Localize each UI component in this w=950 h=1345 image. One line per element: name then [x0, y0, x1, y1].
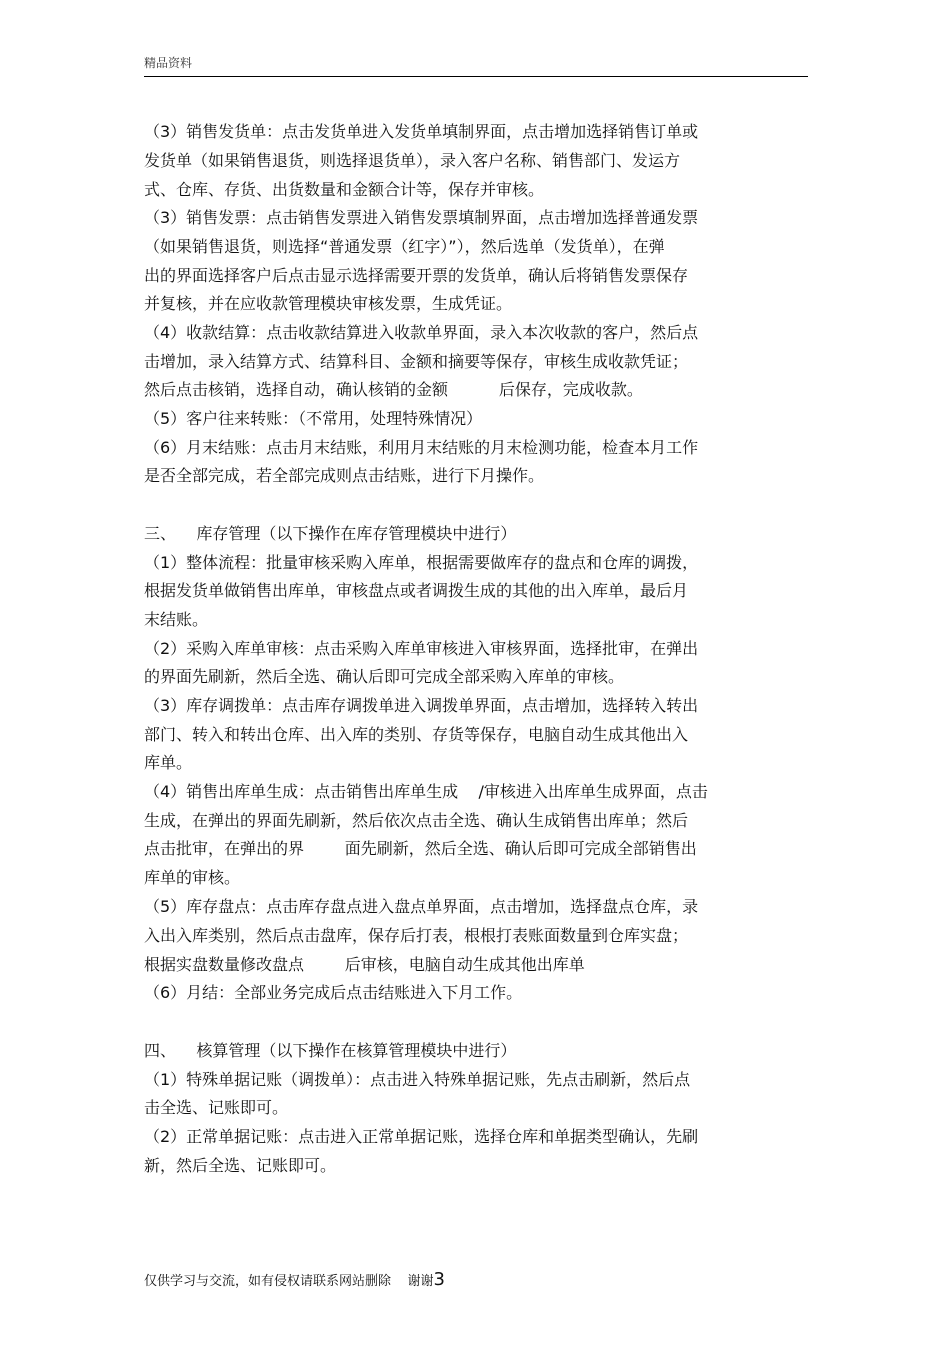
text-line: 出的界面选择客户后点击显示选择需要开票的发货单，确认后将销售发票保存 [144, 266, 689, 285]
page-number: 3 [433, 1269, 445, 1290]
page-footer [144, 1270, 445, 1292]
text-line: 点击批审，在弹出的界 面先刷新，然后全选、确认后即可完成全部销售出 [144, 839, 697, 858]
text-line: 击增加，录入结算方式、结算科目、金额和摘要等保存，审核生成收款凭证； [144, 352, 689, 371]
text-line: 并复核，并在应收款管理模块审核发票，生成凭证。 [144, 294, 513, 313]
text-line: （3）库存调拨单：点击库存调拨单进入调拨单界面，点击增加，选择转入转出 [144, 696, 699, 715]
text-line: 新，然后全选、记账即可。 [144, 1156, 337, 1175]
text-line: 然后点击核销，选择自动，确认核销的金额 后保存，完成收款。 [144, 380, 643, 399]
text-line: （1）特殊单据记账（调拨单）：点击进入特殊单据记账，先点击刷新，然后点 [144, 1070, 691, 1089]
text-line: （2）正常单据记账：点击进入正常单据记账，选择仓库和单据类型确认，先刷 [144, 1127, 699, 1146]
text-line: 部门、转入和转出仓库、出入库的类别、存货等保存，电脑自动生成其他出入 [144, 725, 689, 744]
text-line: 末结账。 [144, 610, 209, 629]
text-line: 的界面先刷新，然后全选、确认后即可完成全部采购入库单的审核。 [144, 667, 625, 686]
text-line: 库单的审核。 [144, 868, 241, 887]
text-line: （4）销售出库单生成：点击销售出库单生成 /审核进入出库单生成界面，点击 [144, 782, 708, 801]
text-line: 三、 库存管理（以下操作在库存管理模块中进行） [144, 524, 517, 543]
text-line: （6）月末结账：点击月末结账，利用月末结账的月末检测功能，检查本月工作 [144, 438, 699, 457]
text-line: 是否全部完成，若全部完成则点击结账，进行下月操作。 [144, 466, 545, 485]
text-line: 库单。 [144, 753, 193, 772]
text-line: 根据发货单做销售出库单，审核盘点或者调拨生成的其他的出入库单，最后月 [144, 581, 689, 600]
text-line: 根据实盘数量修改盘点 后审核，电脑自动生成其他出库单 [144, 955, 585, 974]
text-line: 发货单（如果销售退货，则选择退货单），录入客户名称、销售部门、发运方 [144, 151, 681, 170]
text-line: 生成，在弹出的界面先刷新，然后依次点击全选、确认生成销售出库单；然后 [144, 811, 689, 830]
text-line: （2）采购入库单审核：点击采购入库单审核进入审核界面，选择批审，在弹出 [144, 639, 699, 658]
text-line: （3）销售发货单：点击发货单进入发货单填制界面，点击增加选择销售订单或 [144, 122, 699, 141]
page-header-label: 精品资料 [144, 56, 193, 70]
text-line: （3）销售发票：点击销售发票进入销售发票填制界面，点击增加选择普通发票 [144, 208, 699, 227]
text-line: 式、仓库、存货、出货数量和金额合计等，保存并审核。 [144, 180, 545, 199]
footer-note: 仅供学习与交流，如有侵权请联系网站删除 谢谢 [144, 1274, 434, 1289]
text-line: （如果销售退货，则选择“普通发票（红字）”），然后选单（发货单），在弹 [144, 237, 665, 256]
text-line: （5）库存盘点：点击库存盘点进入盘点单界面，点击增加，选择盘点仓库，录 [144, 897, 699, 916]
text-line: （5）客户往来转账：（不常用，处理特殊情况） [144, 409, 483, 428]
text-line: 击全选、记账即可。 [144, 1098, 289, 1117]
text-line: （6）月结：全部业务完成后点击结账进入下月工作。 [144, 983, 523, 1002]
text-line: 入出入库类别，然后点击盘库，保存后打表，根根打表账面数量到仓库实盘； [144, 926, 689, 945]
header-rule [144, 76, 808, 77]
text-line: （4）收款结算：点击收款结算进入收款单界面，录入本次收款的客户，然后点 [144, 323, 699, 342]
text-line: （1）整体流程：批量审核采购入库单，根据需要做库存的盘点和仓库的调拨， [144, 553, 699, 572]
text-line: 四、 核算管理（以下操作在核算管理模块中进行） [144, 1041, 517, 1060]
